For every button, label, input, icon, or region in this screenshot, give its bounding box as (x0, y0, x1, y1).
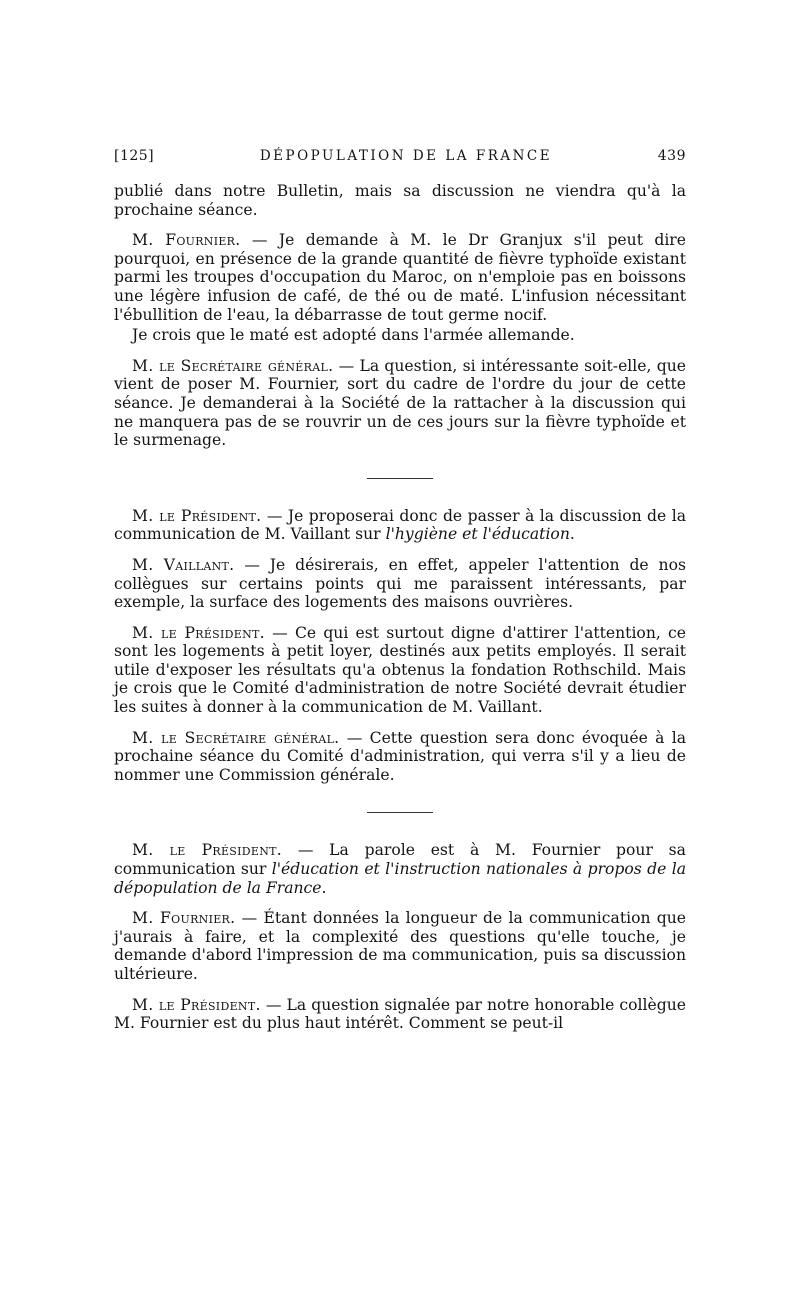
paragraph (114, 326, 686, 345)
paragraph (114, 996, 686, 1033)
paragraph (114, 909, 686, 983)
paragraph (114, 357, 686, 450)
paragraph-text: — La parole est à M. Fournier pour sa communication sur (114, 841, 686, 879)
paragraph-text: Je crois que le maté est adopté dans l'armée allemande. (132, 326, 575, 345)
paragraph-text: — La question, si intéressante soit-elle, que vient de poser M. Fournier, sort du cadre de l'ordre du jour de cette séance. Je demanderai à la Société de la rattacher à la discussion qui ne manquera pas de se rouvrir un de ces jours sur la fièvre typhoïde et le surmenage. (114, 356, 686, 450)
speaker-name: M. le Président. (132, 623, 265, 642)
running-title: DÉPOPULATION DE LA FRANCE (259, 148, 553, 164)
speaker-name: M. Fournier. (132, 231, 241, 250)
speaker-name: M. Fournier. (132, 909, 236, 928)
paragraph-text: — Étant données la longueur de la communication que j'aurais à faire, et la complexité des questions qu'elle touche, je demande d'abord l'impression de ma communication, puis sa discussion ultérieure. (114, 909, 686, 983)
paragraph-text: — Je proposerai donc de passer à la discussion de la communication de M. Vaillant sur (114, 506, 686, 544)
paragraph (114, 729, 686, 785)
italic-title: l'éducation et l'instruction nationales à propos de la dépopulation de la France (114, 860, 687, 897)
speaker-name: M. le Président. (132, 995, 261, 1014)
section-education (114, 841, 686, 1032)
section-divider (367, 812, 433, 813)
italic-title: l'hygiène et l'éducation (385, 525, 570, 544)
paragraph (114, 556, 686, 612)
section-discussion (114, 182, 686, 450)
paragraph-tail: . (569, 525, 575, 544)
speaker-name: M. Vaillant. (132, 555, 235, 574)
paragraph-text: publié dans notre Bulletin, mais sa discussion ne viendra qu'à la prochaine séance. (114, 182, 686, 219)
paragraph-tail: . (321, 878, 327, 897)
speaker-name: M. le Président. (132, 506, 262, 525)
paragraph-text: — Ce qui est surtout digne d'attirer l'attention, ce sont les logements à petit loyer, destinés aux petits employés. Il serait utile d'exposer les résultats qu'a obtenus la fondation Rothschild. Mais je crois que le Comité d'administration de notre Société devrait étudier les suites à donner à la communication de M. Vaillant. (114, 623, 686, 717)
paragraph (114, 231, 686, 324)
paragraph-text: — Je demande à M. le Dr Granjux s'il peut dire pourquoi, en présence de la grande quantité de fièvre typhoïde existant parmi les troupes d'occupation du Maroc, on n'emploie pas en boissons une légère infusion de café, de thé ou de maté. L'infusion nécessitant l'ébullition de l'eau, la débarrasse de tout germe nocif. (114, 231, 686, 324)
paragraph (114, 182, 686, 219)
running-header (114, 148, 686, 164)
page-reference: [125] (114, 148, 155, 164)
page-number: 439 (657, 148, 686, 164)
paragraph (114, 507, 686, 544)
speaker-name: M. le Président. (132, 841, 283, 860)
section-hygiene (114, 507, 686, 785)
paragraph-text: — Cette question sera donc évoquée à la prochaine séance du Comité d'administration, qui verra s'il y a lieu de nommer une Commission générale. (114, 728, 686, 784)
section-divider (367, 478, 433, 479)
document-page (114, 148, 686, 1033)
paragraph-text: — Je désirerais, en effet, appeler l'attention de nos collègues sur certains points qui me paraissent intéressants, par exemple, la surface des logements des maisons ouvrières. (114, 555, 686, 612)
paragraph-text: — La question signalée par notre honorable collègue M. Fournier est du plus haut intérêt. Comment se peut-il (114, 995, 686, 1033)
speaker-name: M. le Secrétaire général. (132, 356, 334, 375)
speaker-name: M. le Secrétaire général. (132, 728, 340, 747)
paragraph (114, 624, 686, 717)
paragraph (114, 841, 686, 897)
